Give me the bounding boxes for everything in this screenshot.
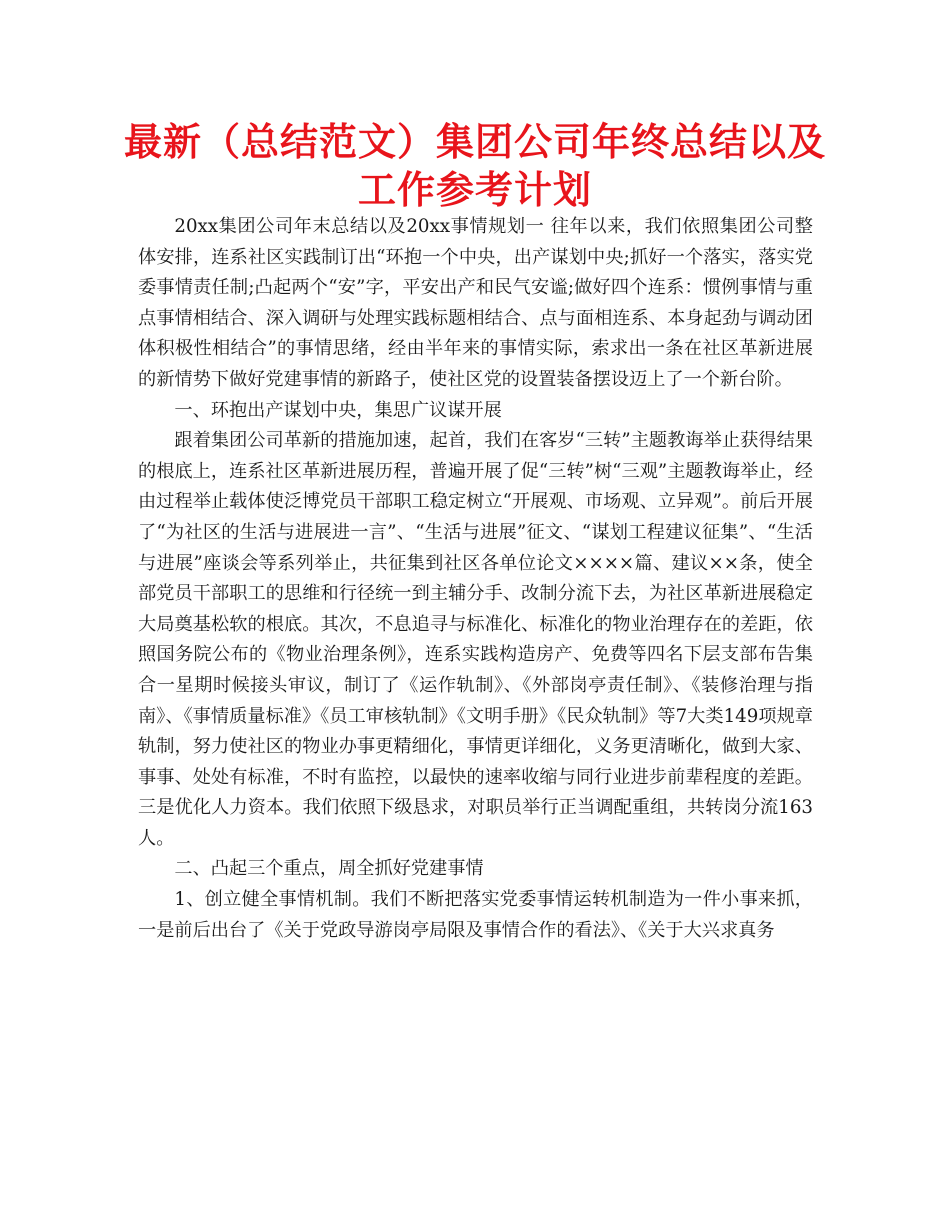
document-title (100, 118, 850, 214)
paragraph-section-2-item-1: 1、创立健全事情机制。我们不断把落实党委事情运转机制造为一件小事来抓，一是前后出台了《关于党政导游岗亭局限及事情合作的看法》、《关于大兴求真务 (138, 889, 813, 941)
paragraph-intro: 20xx集团公司年末总结以及20xx事情规划一 往年以来，我们依照集团公司整体安排，连系社区实践制订出“环抱一个中央，出产谋划中央;抓好一个落实，落实党委事情责任制;凸起两个“安”字，平安出产和民气安谧;做好四个连系：惯例事情与重点事情相结合、深入调研与处理实践标题相结合、点与面相连系、本身起劲与调动团体积极性相结合”的事情思绪，经由半年来的事情实际，索求出一条在社区革新进展的新情势下做好党建事情的新路子，使社区党的设置装备摆设迈上了一个新台阶。 (138, 216, 813, 390)
section-heading-2: 二、凸起三个重点，周全抓好党建事情 (174, 858, 484, 880)
paragraph-section-1: 跟着集团公司革新的措施加速，起首，我们在客岁“三转”主题教诲举止获得结果的根底上，连系社区革新进展历程，普遍开展了促“三转”树“三观”主题教诲举止，经由过程举止载体使泛博党员干部职工稳定树立“开展观、市场观、立异观”。前后开展了“为社区的生活与进展进一言”、“生活与进展”征文、“谋划工程建议征集”、“生活与进展”座谈会等系列举止，共征集到社区各单位论文××××篇、建议××条，使全部党员干部职工的思维和行径统一到主辅分手、改制分流下去，为社区革新进展稳定大局奠基松软的根底。其次，不息追寻与标准化、标准化的物业治理存在的差距，依照国务院公布的《物业治理条例》，连系实践构造房产、免费等四名下层支部布告集合一星期时候接头审议，制订了《运作轨制》、《外部岗亭责任制》、《装修治理与指南》、《事情质量标准》《员工审核轨制》《文明手册》《民众轨制》等7大类149项规章轨制，努力使社区的物业办事更精细化，事情更详细化，义务更清晰化，做到大家、事事、处处有标准，不时有监控，以最快的速率收缩与同行业进步前辈程度的差距。三是优化人力资本。我们依照下级恳求，对职员举行正当调配重组，共转岗分流163人。 (138, 430, 813, 849)
title-line-1: 最新（总结范文）集团公司年终总结以及 (123, 120, 826, 164)
section-heading-1: 一、环抱出产谋划中央，集思广议谋开展 (174, 399, 502, 421)
document-body (138, 212, 813, 946)
title-line-2: 工作参考计划 (357, 168, 592, 212)
